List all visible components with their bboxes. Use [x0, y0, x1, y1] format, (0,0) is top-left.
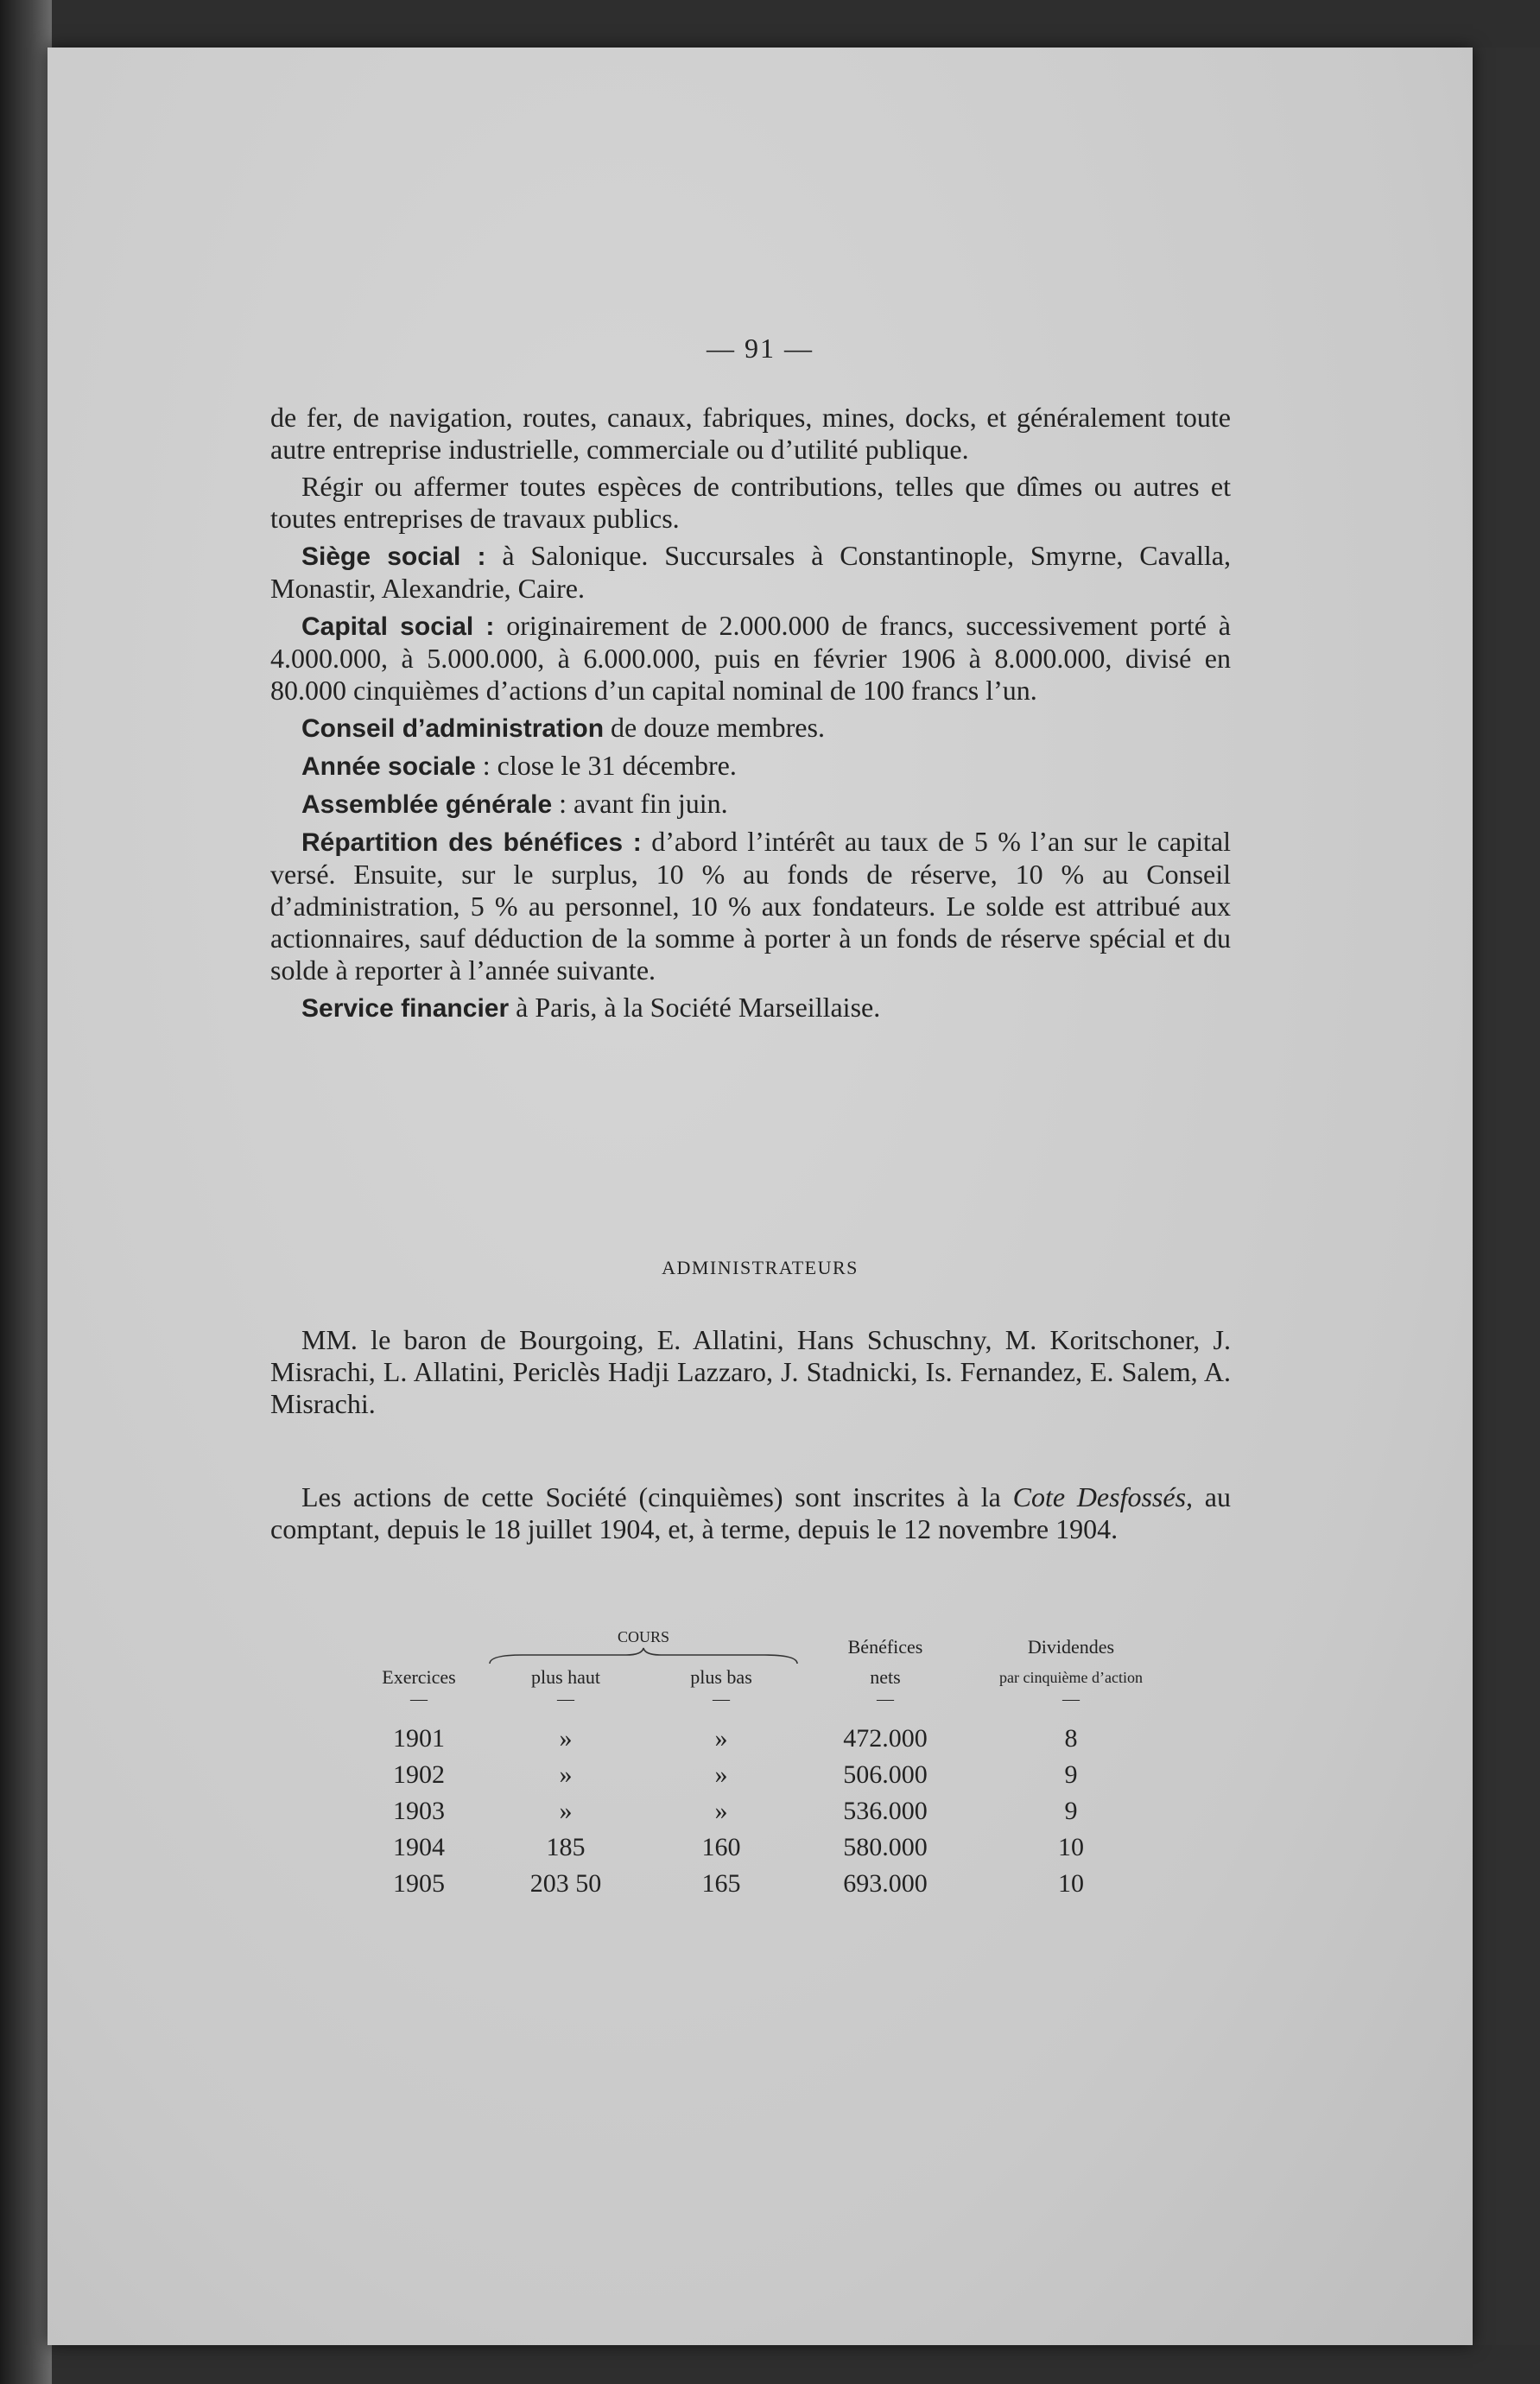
paragraph-text: à Salonique. Succursales à Constantinople, Smyrne, Cavalla, Monastir, Alexandrie, Caire. — [270, 540, 1232, 604]
paragraph-conseil — [270, 712, 1231, 745]
dividendes-cell: 8 — [1064, 1724, 1078, 1753]
benefices-header-line2: nets — [870, 1666, 901, 1688]
book-binding — [0, 0, 52, 2384]
paragraph-assemblee — [270, 788, 1231, 821]
plus-haut-cell: » — [559, 1724, 573, 1753]
plus-haut-cell: 203 50 — [529, 1869, 602, 1898]
dash: — — [410, 1690, 428, 1709]
dividendes-header-line1: Dividendes — [1027, 1635, 1115, 1658]
listing-text-before: Les actions de cette Société (cinquièmes) sont inscrites à la — [301, 1481, 1013, 1512]
dash: — — [1062, 1690, 1080, 1709]
plus-haut-cell: 185 — [546, 1833, 586, 1861]
plus-bas-cell: 160 — [701, 1833, 741, 1861]
paragraph-text: originairement de 2.000.000 de francs, successivement porté à 4.000.000, à 5.000.000, à 6.000.000, puis en février 1906 à 8.000.000, divisé en 80.000 cinquièmes d’actions d’un capital nominal de 100 francs l’un. — [270, 610, 1232, 706]
table-header-top — [350, 1628, 1170, 1665]
plus-bas-header: plus bas — [690, 1666, 752, 1688]
book-page — [48, 48, 1473, 2345]
paragraph-service — [270, 992, 1231, 1024]
administrateurs-heading: ADMINISTRATEURS — [662, 1257, 859, 1278]
dividendes-cell: 10 — [1058, 1869, 1084, 1898]
paragraph-annee — [270, 750, 1231, 783]
plus-haut-header: plus haut — [530, 1666, 601, 1688]
paragraph-label: Service financier — [301, 994, 510, 1023]
plus-bas-cell: » — [714, 1760, 728, 1789]
dash: — — [557, 1690, 574, 1709]
table-row — [350, 1793, 1170, 1829]
cours-label: COURS — [617, 1628, 670, 1645]
benefices-cell: 506.000 — [843, 1760, 928, 1789]
table-row — [350, 1721, 1170, 1757]
dash: — — [877, 1690, 894, 1709]
paragraph-label: Siège social : — [301, 542, 486, 571]
cours-header — [488, 1628, 799, 1665]
paragraph-repartition — [270, 826, 1231, 986]
table-row — [350, 1866, 1170, 1902]
listing-publication: Cote Desfossés, — [1012, 1481, 1194, 1512]
plus-haut-cell: » — [559, 1760, 573, 1789]
dividendes-cell: 9 — [1064, 1797, 1078, 1825]
plus-bas-cell: 165 — [701, 1869, 741, 1898]
exercice-cell: 1903 — [393, 1797, 445, 1825]
dividendes-cell: 10 — [1058, 1833, 1084, 1861]
plus-bas-cell: » — [714, 1724, 728, 1753]
table-dash-row — [350, 1690, 1170, 1709]
listing-text-after: au comptant, depuis le 18 juillet 1904, et, à terme, depuis le 12 novembre 1904. — [270, 1481, 1231, 1544]
paragraph-label: Capital social : — [301, 612, 495, 641]
paragraph-text: de fer, de navigation, routes, canaux, fabriques, mines, docks, et généralement toute autre entreprise industrielle, commerciale ou d’utilité publique. — [270, 402, 1231, 465]
paragraph-regie — [270, 471, 1231, 535]
paragraph-capital — [270, 610, 1231, 707]
results-table — [350, 1628, 1170, 1902]
paragraph-text: de douze membres. — [604, 712, 825, 743]
benefices-cell: 693.000 — [843, 1869, 928, 1898]
scan-background-edge — [1473, 48, 1540, 2345]
administrateurs-list — [270, 1324, 1231, 1420]
paragraph-text: : close le 31 décembre. — [475, 750, 737, 781]
paragraph-label: Répartition des bénéfices : — [301, 828, 642, 857]
exercices-header: Exercices — [382, 1666, 456, 1688]
dividendes-header-line2: par cinquième d’action — [999, 1668, 1143, 1686]
exercice-cell: 1905 — [393, 1869, 445, 1898]
brace-icon — [488, 1646, 799, 1665]
benefices-cell: 536.000 — [843, 1797, 928, 1825]
benefices-cell: 580.000 — [843, 1833, 928, 1861]
paragraph-label: Assemblée générale — [301, 790, 553, 819]
plus-bas-cell: » — [714, 1797, 728, 1825]
administrateurs-text: MM. le baron de Bourgoing, E. Allatini, Hans Schuschny, M. Koritschoner, J. Misrachi, L. Allatini, Periclès Hadji Lazzaro, J. Stadnicki, Is. Fernandez, E. Salem, A. Misrachi. — [270, 1324, 1231, 1419]
exercice-cell: 1902 — [393, 1760, 445, 1789]
table-header-bottom — [350, 1665, 1170, 1690]
dash: — — [713, 1690, 730, 1709]
paragraph-siege — [270, 540, 1231, 605]
paragraph-text: : avant fin juin. — [552, 788, 728, 819]
plus-haut-cell: » — [559, 1797, 573, 1825]
listing-note — [270, 1481, 1231, 1545]
dividendes-cell: 9 — [1064, 1760, 1078, 1789]
paragraph-label: Conseil d’administration — [301, 714, 605, 743]
paragraph-text: à Paris, à la Société Marseillaise. — [509, 992, 881, 1023]
benefices-cell: 472.000 — [843, 1724, 928, 1753]
paragraph-label: Année sociale — [301, 752, 476, 781]
exercice-cell: 1904 — [393, 1833, 445, 1861]
paragraph-objet — [270, 402, 1231, 466]
listing-paragraph — [270, 1481, 1231, 1545]
paragraph-text: Régir ou affermer toutes espèces de contributions, telles que dîmes ou autres et toutes entreprises de travaux publics. — [270, 471, 1231, 534]
paragraph-text: d’abord l’intérêt au taux de 5 % l’an sur le capital versé. Ensuite, sur le surplus, 10 % au fonds de réserve, 10 % au Conseil d’administration, 5 % au personnel, 10 % aux fondateurs. Le solde est attribué aux actionnaires, sauf déduction de la somme à porter à un fonds de réserve spécial et du solde à reporter à l’année suivante. — [270, 826, 1231, 986]
benefices-header-line1: Bénéfices — [847, 1635, 923, 1658]
exercice-cell: 1901 — [393, 1724, 445, 1753]
company-statutes — [270, 402, 1231, 1024]
page-number: — 91 — — [707, 333, 814, 364]
table-row — [350, 1829, 1170, 1866]
table-row — [350, 1757, 1170, 1793]
